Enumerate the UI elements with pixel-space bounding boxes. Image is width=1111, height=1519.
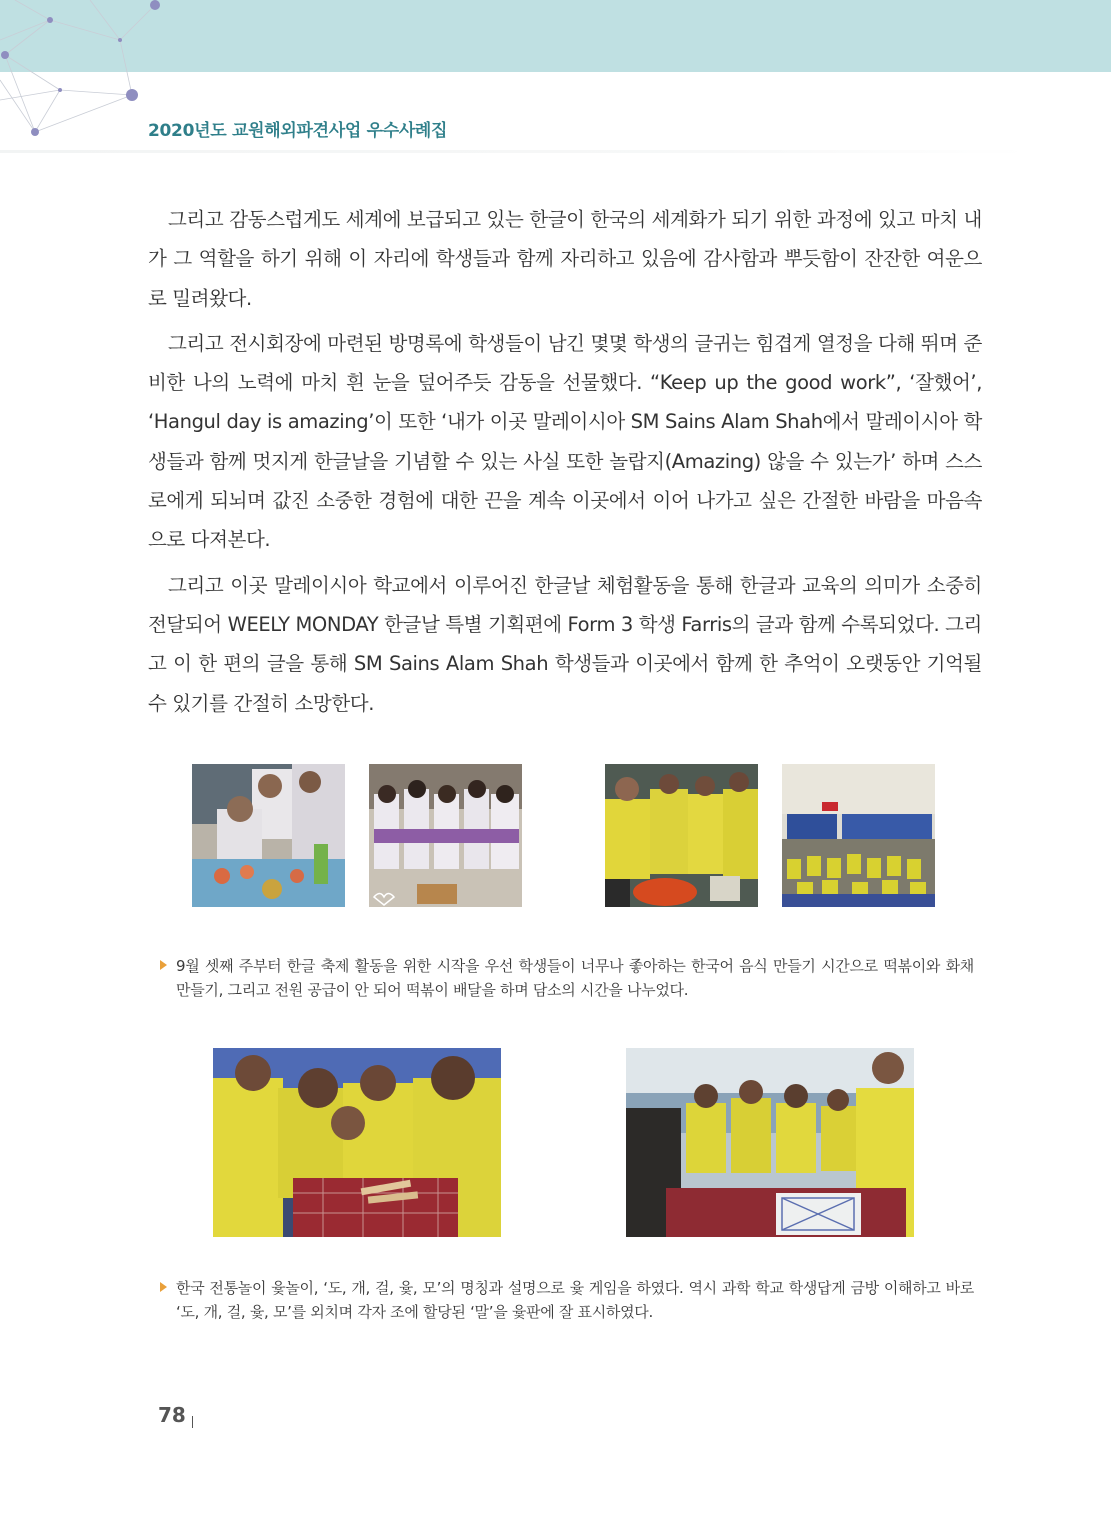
photo-classroom-students [782,764,935,907]
header-divider [0,150,1030,153]
caption-text: 한국 전통놀이 윷놀이, ‘도, 개, 걸, 윷, 모’의 명칭과 설명으로 윷 게임을 하였다. 역시 과학 학교 학생답게 금방 이해하고 바로 ‘도, 개, 걸, 윷, 모’를 외치며 각자 조에 할당된 ‘말’을 윷판에 잘 표시하였다. [176,1279,974,1321]
photo-caption [160,954,974,1002]
photo-students-playing-yut [213,1048,501,1237]
photo-students-cooking-tteokbokki [605,764,758,907]
photo-students-fruit-punch [192,764,345,907]
paragraph: 그리고 전시회장에 마련된 방명록에 학생들이 남긴 몇몇 학생의 글귀는 힘겹게 열정을 다해 뛰며 준비한 나의 노력에 마치 흰 눈을 덮어주듯 감동을 선물했다. “Keep up the good work”, ‘잘했어’, ‘Hangul day is amazing’이 또한 ‘내가 이곳 말레이시아 SM Sains Alam Shah에서 말레이시아 학생들과 함께 멋지게 한글날을 기념할 수 있는 사실 또한 놀랍지(Amazing) 않을 수 있는가’ 하며 스스로에게 되뇌며 값진 소중한 경험에 대한 끈을 계속 이곳에서 이어 나가고 싶은 간절한 바람을 마음속으로 다져본다. [148,331,982,552]
body-text [148,200,982,729]
paragraph: 그리고 이곳 말레이시아 학교에서 이루어진 한글날 체험활동을 통해 한글과 교육의 의미가 소중히 전달되어 WEELY MONDAY 한글날 특별 기획편에 Form 3 학생 Farris의 글과 함께 수록되었다. 그리고 이 한 편의 글을 통해 SM Sains Alam Shah 학생들과 이곳에서 함께 한 추억이 오랫동안 기억될 수 있기를 간절히 소망한다. [148,573,982,715]
page-number-divider [192,1416,193,1428]
bullet-arrow-icon [160,960,167,970]
caption-text: 9월 셋째 주부터 한글 축제 활동을 위한 시작을 우선 학생들이 너무나 좋아하는 한국어 음식 만들기 시간으로 떡볶이와 화채 만들기, 그리고 전원 공급이 안 되어 떡볶이 배달을 하며 담소의 시간을 나누었다. [176,957,974,999]
photo-caption [160,1276,974,1324]
page-number: 78 [158,1403,186,1427]
photo-students-yut-board [626,1048,914,1237]
photo-students-crowding-box [369,764,522,907]
bullet-arrow-icon [160,1282,167,1292]
paragraph: 그리고 감동스럽게도 세계에 보급되고 있는 한글이 한국의 세계화가 되기 위한 과정에 있고 마치 내가 그 역할을 하기 위해 이 자리에 학생들과 함께 자리하고 있음에 감사함과 뿌듯함이 잔잔한 여운으로 밀려왔다. [148,208,982,310]
running-header-title: 2020년도 교원해외파견사업 우수사례집 [148,121,448,141]
